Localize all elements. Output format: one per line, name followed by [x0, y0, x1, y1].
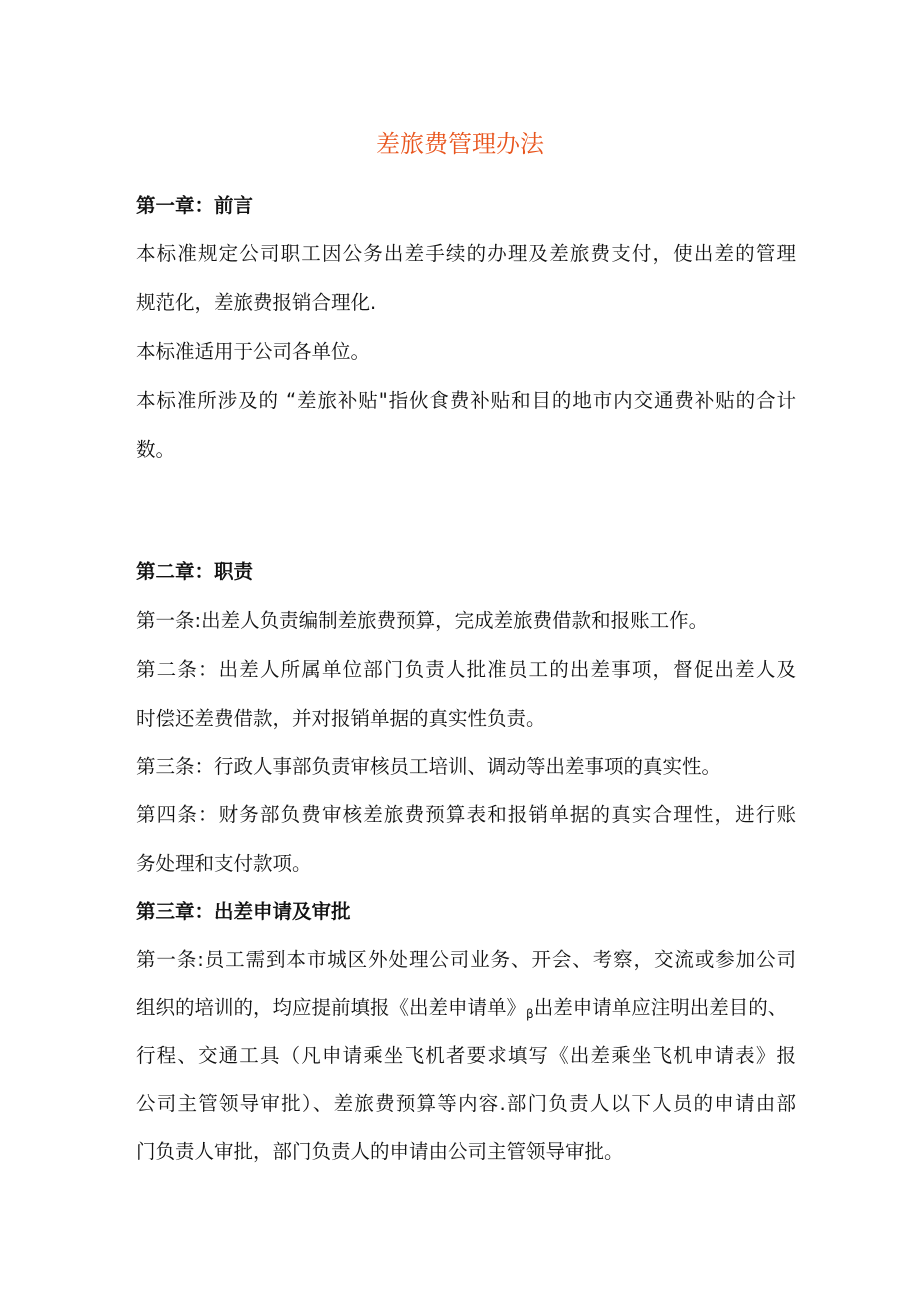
- ch2-article-2-line-1: 第二条：出差人所属单位部门负责人批准员工的出差事项，督促出差人及: [136, 658, 796, 681]
- ch3-article-1-stray-mark: β: [526, 1007, 534, 1021]
- ch3-article-1-line-2-part-b: 出差申请单应注明出差目的、: [533, 996, 788, 1019]
- ch1-paragraph-3-line-2: 数。: [136, 438, 176, 461]
- ch1-paragraph-3-line-1: 本标准所涉及的 “差旅补贴"指伙食费补贴和目的地市内交通费补贴的合计: [136, 389, 796, 412]
- ch3-article-1-line-4: 公司主管领导审批）、差旅费预算等内容.部门负责人以下人员的申请由部: [136, 1092, 796, 1115]
- chapter-2-heading: 第二章：职责: [136, 560, 254, 583]
- ch2-article-2-line-2: 时偿还差费借款，并对报销单据的真实性负责。: [136, 707, 546, 730]
- chapter-3-heading: 第三章：出差申请及审批: [136, 900, 351, 923]
- ch1-paragraph-1-line-1: 本标准规定公司职工因公务出差手续的办理及差旅费支付，使出差的管理: [136, 242, 796, 265]
- document-title: 差旅费管理办法: [376, 130, 544, 158]
- ch2-article-1: 第一条:出差人负责编制差旅费预算，完成差旅费借款和报账工作。: [136, 609, 709, 632]
- ch3-article-1-line-5: 门负责人审批，部门负责人的申请由公司主管领导审批。: [136, 1140, 624, 1163]
- ch1-paragraph-1-line-2: 规范化，差旅费报销合理化.: [136, 291, 377, 314]
- ch3-article-1-line-1: 第一条:员工需到本市城区外处理公司业务、开会、考察，交流或参加公司: [136, 948, 796, 971]
- ch2-article-4-line-1: 第四条：财务部负费审核差旅费预算表和报销单据的真实合理性，进行账: [136, 803, 796, 826]
- ch3-article-1-line-2-part-a: 组织的培训的，均应提前填报《出差申请单》: [136, 996, 527, 1019]
- ch3-article-1-line-3: 行程、交通工具（凡申请乘坐飞机者要求填写《出差乘坐飞机申请表》报: [136, 1044, 796, 1067]
- ch2-article-3: 第三条：行政人事部负责审核员工培训、调动等出差事项的真实性。: [136, 755, 722, 778]
- chapter-1-heading: 第一章：前言: [136, 194, 254, 217]
- ch2-article-4-line-2: 务处理和支付款项。: [136, 852, 312, 875]
- ch1-paragraph-2: 本标准适用于公司各单位。: [136, 340, 371, 363]
- ch3-article-1-line-2: [136, 992, 796, 1030]
